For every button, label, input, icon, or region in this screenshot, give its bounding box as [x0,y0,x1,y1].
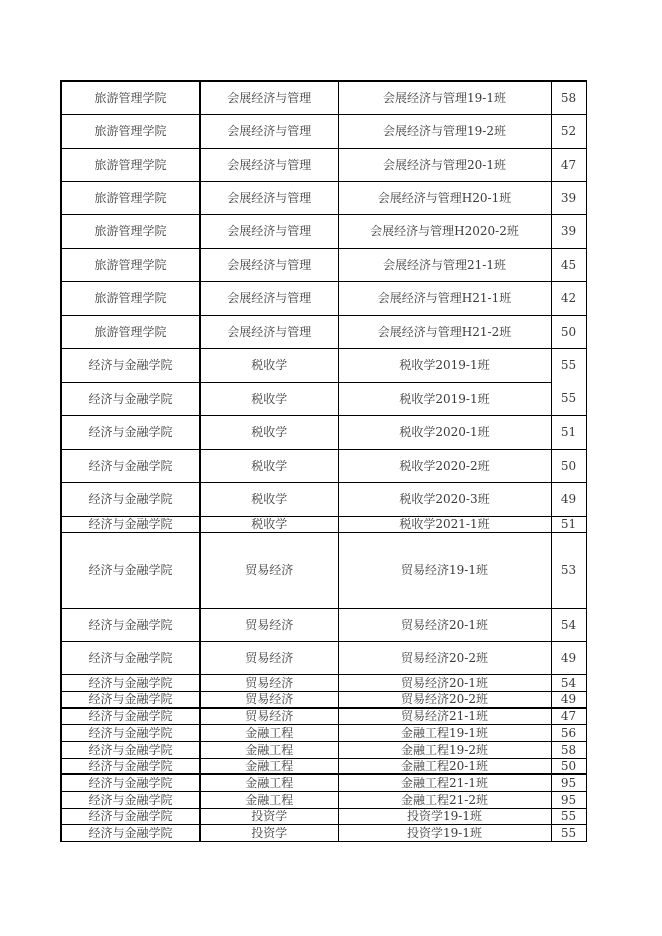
college-cell[interactable]: 经济与金融学院 [61,708,200,724]
student-count-cell[interactable]: 51 [551,415,586,449]
student-count-cell[interactable]: 49 [551,482,586,516]
class-name-cell[interactable]: 税收学2019-1班 [338,348,551,382]
class-name-cell[interactable]: 会展经济与管理20-1班 [338,148,551,181]
college-cell[interactable]: 经济与金融学院 [61,532,200,608]
table-row [61,114,586,148]
spreadsheet-page [60,80,585,842]
major-cell[interactable]: 税收学 [200,415,338,449]
college-cell[interactable]: 旅游管理学院 [61,248,200,281]
class-name-cell[interactable]: 会展经济与管理H21-2班 [338,315,551,348]
student-count-cell[interactable]: 52 [551,114,586,148]
class-name-cell[interactable]: 金融工程20-1班 [338,758,551,774]
class-name-cell[interactable]: 税收学2020-1班 [338,415,551,449]
table-row [61,181,586,214]
table-row [61,214,586,248]
class-name-cell[interactable]: 贸易经济20-1班 [338,674,551,691]
table-row [61,281,586,315]
student-count-cell[interactable]: 50 [551,758,586,774]
student-count-cell[interactable]: 55 [551,808,586,824]
college-cell[interactable]: 经济与金融学院 [61,482,200,516]
class-name-cell[interactable]: 金融工程19-2班 [338,741,551,758]
student-count-cell[interactable]: 50 [551,315,586,348]
student-count-cell[interactable]: 55 [551,348,586,382]
class-name-cell[interactable]: 贸易经济19-1班 [338,532,551,608]
major-cell[interactable]: 会展经济与管理 [200,315,338,348]
college-cell[interactable]: 旅游管理学院 [61,181,200,214]
table-row [61,81,586,114]
student-count-cell[interactable]: 49 [551,691,586,708]
major-cell[interactable]: 贸易经济 [200,641,338,674]
major-cell[interactable]: 税收学 [200,449,338,482]
class-name-cell[interactable]: 会展经济与管理19-1班 [338,81,551,114]
class-name-cell[interactable]: 税收学2020-3班 [338,482,551,516]
class-name-cell[interactable]: 税收学2020-2班 [338,449,551,482]
major-cell[interactable]: 会展经济与管理 [200,81,338,114]
college-cell[interactable]: 经济与金融学院 [61,608,200,641]
table-row [61,691,586,708]
college-cell[interactable]: 经济与金融学院 [61,758,200,774]
student-count-cell[interactable]: 95 [551,791,586,808]
table-row [61,791,586,808]
major-cell[interactable]: 会展经济与管理 [200,181,338,214]
class-name-cell[interactable]: 会展经济与管理19-2班 [338,114,551,148]
major-cell[interactable]: 金融工程 [200,791,338,808]
student-count-cell[interactable]: 58 [551,741,586,758]
table-body [61,81,586,841]
college-cell[interactable]: 经济与金融学院 [61,415,200,449]
table-row [61,674,586,691]
student-count-cell[interactable]: 39 [551,181,586,214]
table-row [61,708,586,724]
class-name-cell[interactable]: 贸易经济20-2班 [338,691,551,708]
table-row [61,824,586,841]
college-cell[interactable]: 经济与金融学院 [61,382,200,415]
student-count-cell[interactable]: 54 [551,674,586,691]
major-cell[interactable]: 税收学 [200,382,338,415]
major-cell[interactable]: 会展经济与管理 [200,214,338,248]
table-row [61,758,586,774]
student-count-cell[interactable]: 95 [551,774,586,791]
student-count-cell[interactable]: 56 [551,724,586,741]
table-row [61,382,586,415]
major-cell[interactable]: 税收学 [200,348,338,382]
major-cell[interactable]: 贸易经济 [200,708,338,724]
student-count-cell[interactable]: 49 [551,641,586,674]
college-cell[interactable]: 经济与金融学院 [61,808,200,824]
student-count-cell[interactable]: 55 [551,382,586,415]
college-cell[interactable]: 旅游管理学院 [61,214,200,248]
major-cell[interactable]: 金融工程 [200,774,338,791]
table-row [61,516,586,532]
college-cell[interactable]: 旅游管理学院 [61,114,200,148]
major-cell[interactable]: 投资学 [200,808,338,824]
major-cell[interactable]: 会展经济与管理 [200,248,338,281]
major-cell[interactable]: 会展经济与管理 [200,148,338,181]
class-name-cell[interactable]: 贸易经济20-1班 [338,608,551,641]
college-cell[interactable]: 旅游管理学院 [61,315,200,348]
college-cell[interactable]: 经济与金融学院 [61,691,200,708]
class-name-cell[interactable]: 贸易经济21-1班 [338,708,551,724]
college-cell[interactable]: 经济与金融学院 [61,641,200,674]
class-name-cell[interactable]: 会展经济与管理21-1班 [338,248,551,281]
class-name-cell[interactable]: 税收学2021-1班 [338,516,551,532]
major-cell[interactable]: 金融工程 [200,724,338,741]
table-row [61,415,586,449]
table-row [61,641,586,674]
major-cell[interactable]: 投资学 [200,824,338,841]
student-count-cell[interactable]: 58 [551,81,586,114]
student-count-cell[interactable]: 45 [551,248,586,281]
major-cell[interactable]: 会展经济与管理 [200,281,338,315]
major-cell[interactable]: 会展经济与管理 [200,114,338,148]
student-count-cell[interactable]: 47 [551,148,586,181]
table-row [61,774,586,791]
table-row [61,449,586,482]
college-cell[interactable]: 经济与金融学院 [61,674,200,691]
student-count-cell[interactable]: 55 [551,824,586,841]
class-name-cell[interactable]: 投资学19-1班 [338,824,551,841]
class-name-cell[interactable]: 金融工程21-1班 [338,774,551,791]
student-count-cell[interactable]: 42 [551,281,586,315]
class-name-cell[interactable]: 金融工程19-1班 [338,724,551,741]
table-row [61,724,586,741]
college-cell[interactable]: 经济与金融学院 [61,348,200,382]
class-name-cell[interactable]: 会展经济与管理H21-1班 [338,281,551,315]
college-cell[interactable]: 旅游管理学院 [61,148,200,181]
college-cell[interactable]: 经济与金融学院 [61,516,200,532]
class-roster-table [60,80,587,842]
table-row [61,248,586,281]
college-cell[interactable]: 旅游管理学院 [61,281,200,315]
student-count-cell[interactable]: 54 [551,608,586,641]
student-count-cell[interactable]: 50 [551,449,586,482]
class-name-cell[interactable]: 投资学19-1班 [338,808,551,824]
student-count-cell[interactable]: 39 [551,214,586,248]
table-row [61,348,586,382]
table-row [61,148,586,181]
table-row [61,608,586,641]
table-row [61,808,586,824]
student-count-cell[interactable]: 51 [551,516,586,532]
student-count-cell[interactable]: 53 [551,532,586,608]
major-cell[interactable]: 贸易经济 [200,674,338,691]
college-cell[interactable]: 旅游管理学院 [61,81,200,114]
class-name-cell[interactable]: 会展经济与管理H2020-2班 [338,214,551,248]
major-cell[interactable]: 金融工程 [200,741,338,758]
major-cell[interactable]: 税收学 [200,516,338,532]
major-cell[interactable]: 贸易经济 [200,532,338,608]
major-cell[interactable]: 金融工程 [200,758,338,774]
class-name-cell[interactable]: 贸易经济20-2班 [338,641,551,674]
major-cell[interactable]: 贸易经济 [200,608,338,641]
class-name-cell[interactable]: 会展经济与管理H20-1班 [338,181,551,214]
college-cell[interactable]: 经济与金融学院 [61,824,200,841]
college-cell[interactable]: 经济与金融学院 [61,741,200,758]
college-cell[interactable]: 经济与金融学院 [61,449,200,482]
college-cell[interactable]: 经济与金融学院 [61,724,200,741]
class-name-cell[interactable]: 税收学2019-1班 [338,382,551,415]
class-name-cell[interactable]: 金融工程21-2班 [338,791,551,808]
table-row [61,315,586,348]
major-cell[interactable]: 贸易经济 [200,691,338,708]
major-cell[interactable]: 税收学 [200,482,338,516]
student-count-cell[interactable]: 47 [551,708,586,724]
table-row [61,741,586,758]
table-row [61,532,586,608]
college-cell[interactable]: 经济与金融学院 [61,774,200,791]
college-cell[interactable]: 经济与金融学院 [61,791,200,808]
table-row [61,482,586,516]
